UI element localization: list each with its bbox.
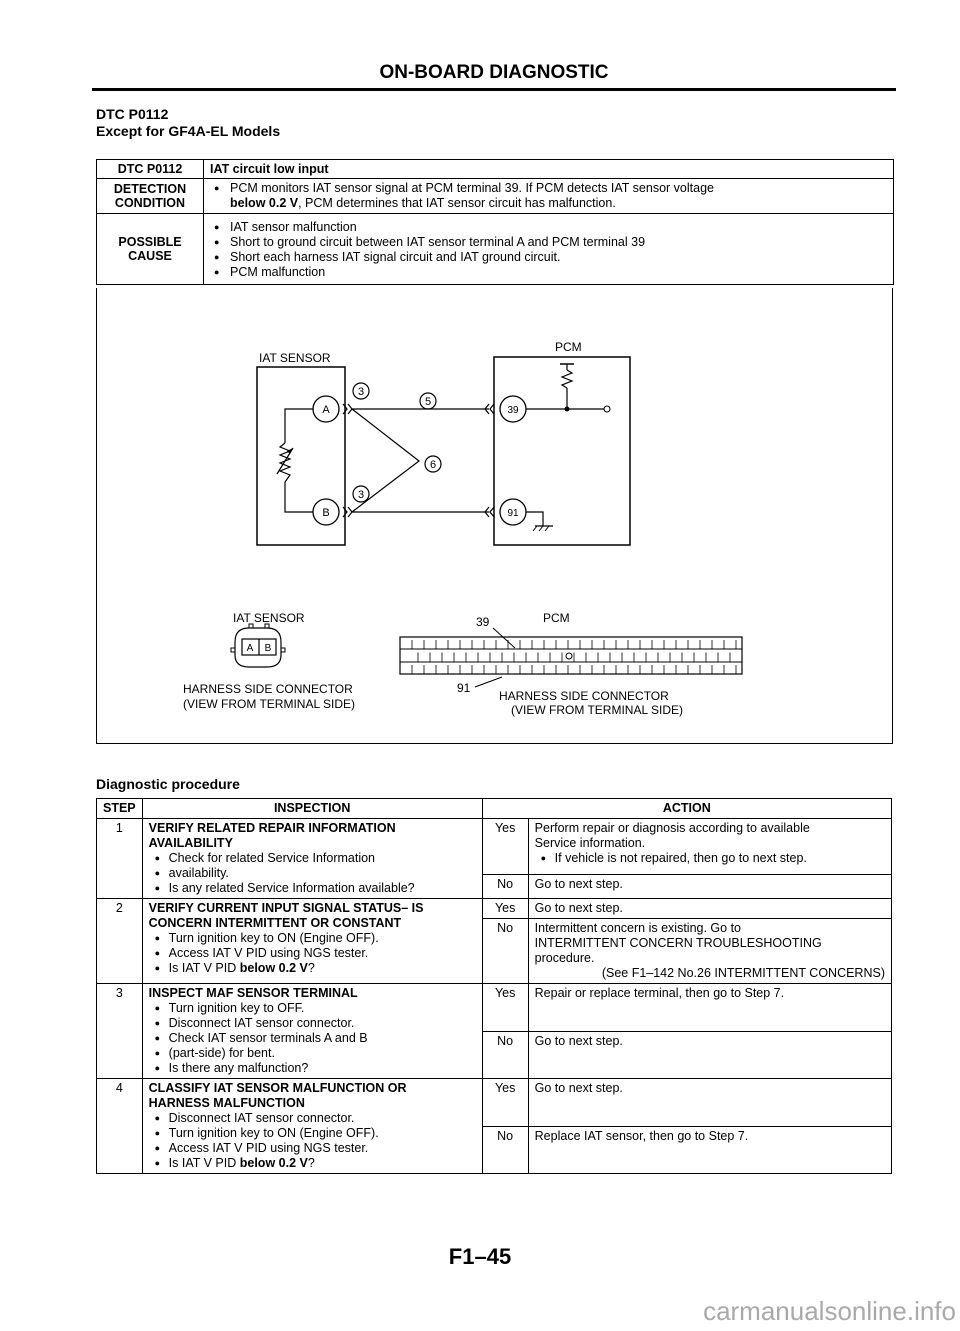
col-inspection: INSPECTION xyxy=(142,799,482,819)
output-terminal-icon xyxy=(604,406,610,412)
conn-pcm-label: PCM xyxy=(543,611,570,625)
step2-yes-action: Go to next step. xyxy=(528,899,891,919)
inspection-text: ? xyxy=(307,1156,315,1170)
harness-label-2: HARNESS SIDE CONNECTOR xyxy=(499,689,669,703)
harness-label-1: HARNESS SIDE CONNECTOR xyxy=(183,682,353,696)
dtc-code-cell: DTC P0112 xyxy=(97,160,204,179)
action-line: INTERMITTENT CONCERN TROUBLESHOOTING xyxy=(534,936,822,950)
inspection-item: ● Disconnect IAT sensor connector. xyxy=(149,1016,476,1031)
step1-yes-action xyxy=(528,819,891,875)
step-number: 2 xyxy=(97,899,143,984)
col-action: ACTION xyxy=(482,799,891,819)
detection-threshold: below 0.2 V xyxy=(230,196,299,210)
step4-inspection xyxy=(142,1079,482,1174)
cause-label-line1: POSSIBLE xyxy=(118,235,182,249)
terminal-91-label: 91 xyxy=(507,508,519,519)
answer-yes: Yes xyxy=(482,1079,528,1127)
mark-3-bottom: 3 xyxy=(357,489,365,501)
step3-title: INSPECT MAF SENSOR TERMINAL xyxy=(148,986,358,1000)
action-line: Perform repair or diagnosis according to available xyxy=(534,821,810,835)
action-item: ● If vehicle is not repaired, then go to next step. xyxy=(535,851,885,866)
view-label-1: (VIEW FROM TERMINAL SIDE) xyxy=(183,697,356,711)
step2-title: VERIFY CURRENT INPUT SIGNAL STATUS– IS xyxy=(148,901,424,915)
possible-causes xyxy=(204,214,894,285)
step1-inspection xyxy=(142,819,482,899)
inspection-item: ● Turn ignition key to ON (Engine OFF). xyxy=(149,1126,476,1141)
thermistor-icon xyxy=(280,443,290,482)
pullup-resistor-icon xyxy=(562,370,572,388)
header-rule xyxy=(92,88,896,91)
answer-yes: Yes xyxy=(482,819,528,875)
detection-condition xyxy=(204,179,894,214)
dtc-subtitle: Except for GF4A-EL Models xyxy=(96,123,281,139)
mark-6: 6 xyxy=(429,459,437,471)
step-number: 1 xyxy=(97,819,143,899)
answer-no: No xyxy=(482,1126,528,1174)
procedure-title: Diagnostic procedure xyxy=(96,776,240,792)
page-header: ON-BOARD DIAGNOSTIC xyxy=(379,62,609,83)
cause-item: ● IAT sensor malfunction xyxy=(210,220,887,235)
inspection-item xyxy=(149,1156,476,1171)
inspection-item: ● Turn ignition key to OFF. xyxy=(149,1001,476,1016)
step-number: 3 xyxy=(97,984,143,1079)
cause-label-line2: CAUSE xyxy=(128,249,172,263)
inspection-item: ● Check for related Service Information xyxy=(149,851,476,866)
terminal-a-label: A xyxy=(322,404,330,416)
inspection-item: ● Disconnect IAT sensor connector. xyxy=(149,1111,476,1126)
step4-yes-action: Go to next step. xyxy=(528,1079,891,1127)
answer-no: No xyxy=(482,919,528,984)
dtc-info-table xyxy=(96,159,894,285)
conn-terminal-a: A xyxy=(246,643,254,654)
dtc-code: DTC P0112 xyxy=(96,106,169,122)
dtc-description-cell: IAT circuit low input xyxy=(204,160,894,179)
step1-no-action: Go to next step. xyxy=(528,875,891,899)
cause-item: ● Short to ground circuit between IAT sensor terminal A and PCM terminal 39 xyxy=(210,235,887,250)
inspection-item: ● Is there any malfunction? xyxy=(149,1061,476,1076)
cause-item: ● Short each harness IAT signal circuit and IAT ground circuit. xyxy=(210,250,887,265)
answer-yes: Yes xyxy=(482,984,528,1032)
step3-inspection xyxy=(142,984,482,1079)
wiring-diagram xyxy=(96,288,893,744)
inspection-item: ● Is any related Service Information available? xyxy=(149,881,476,896)
procedure-table xyxy=(96,798,892,1174)
answer-no: No xyxy=(482,875,528,899)
mark-5: 5 xyxy=(424,396,432,408)
step3-no-action: Go to next step. xyxy=(528,1031,891,1079)
step2-no-action xyxy=(528,919,891,984)
terminal-b-label: B xyxy=(322,507,330,519)
conn-91-label: 91 xyxy=(457,681,471,695)
step4-title: CLASSIFY IAT SENSOR MALFUNCTION OR xyxy=(148,1081,407,1095)
action-line: Service information. xyxy=(534,836,646,850)
detection-line2: , PCM determines that IAT sensor circuit has malfunction. xyxy=(298,196,616,210)
detection-label-line1: DETECTION xyxy=(113,182,187,196)
step2-inspection xyxy=(142,899,482,984)
inspection-item: ● Access IAT V PID using NGS tester. xyxy=(149,946,476,961)
detection-bullet xyxy=(210,181,887,211)
step-number: 4 xyxy=(97,1079,143,1174)
answer-no: No xyxy=(482,1031,528,1079)
step1-title-cont: AVAILABILITY xyxy=(148,836,233,850)
inspection-item: ● Check IAT sensor terminals A and B xyxy=(149,1031,476,1046)
inspection-threshold: below 0.2 V xyxy=(239,1156,308,1170)
watermark: carmanualsonline.info xyxy=(703,1296,956,1326)
detection-line1: PCM monitors IAT sensor signal at PCM terminal 39. If PCM detects IAT sensor voltage xyxy=(230,181,714,195)
col-step: STEP xyxy=(97,799,143,819)
answer-yes: Yes xyxy=(482,899,528,919)
conn-iat-label: IAT SENSOR xyxy=(233,611,305,625)
inspection-item-cont: ● (part-side) for bent. xyxy=(149,1046,476,1061)
page-number: F1–45 xyxy=(448,1244,512,1269)
cause-label xyxy=(97,214,204,285)
inspection-item xyxy=(149,961,476,976)
step1-title: VERIFY RELATED REPAIR INFORMATION xyxy=(148,821,396,835)
iat-sensor-label: IAT SENSOR xyxy=(259,351,331,365)
view-label-2: (VIEW FROM TERMINAL SIDE) xyxy=(511,703,684,717)
action-line: procedure. xyxy=(534,951,595,965)
dtc-heading xyxy=(96,106,280,140)
step4-no-action: Replace IAT sensor, then go to Step 7. xyxy=(528,1126,891,1174)
terminal-39-label: 39 xyxy=(507,405,519,416)
cause-item: ● PCM malfunction xyxy=(210,265,887,280)
inspection-item-cont: ● availability. xyxy=(149,866,476,881)
pcm-label: PCM xyxy=(555,340,582,354)
inspection-text: ? xyxy=(307,961,315,975)
action-reference: (See F1–142 No.26 INTERMITTENT CONCERNS) xyxy=(601,966,885,980)
action-line: Intermittent concern is existing. Go to xyxy=(534,921,741,935)
step3-yes-action: Repair or replace terminal, then go to Step 7. xyxy=(528,984,891,1032)
conn-39-label: 39 xyxy=(476,615,490,629)
detection-label xyxy=(97,179,204,214)
step4-title-cont: HARNESS MALFUNCTION xyxy=(148,1096,305,1110)
conn-terminal-b: B xyxy=(264,643,272,654)
inspection-text: Is IAT V PID xyxy=(168,961,240,975)
step2-title-cont: CONCERN INTERMITTENT OR CONSTANT xyxy=(148,916,402,930)
detection-label-line2: CONDITION xyxy=(114,196,186,210)
inspection-item: ● Access IAT V PID using NGS tester. xyxy=(149,1141,476,1156)
inspection-text: Is IAT V PID xyxy=(168,1156,240,1170)
mark-3-top: 3 xyxy=(357,386,365,398)
inspection-threshold: below 0.2 V xyxy=(239,961,308,975)
inspection-item: ● Turn ignition key to ON (Engine OFF). xyxy=(149,931,476,946)
